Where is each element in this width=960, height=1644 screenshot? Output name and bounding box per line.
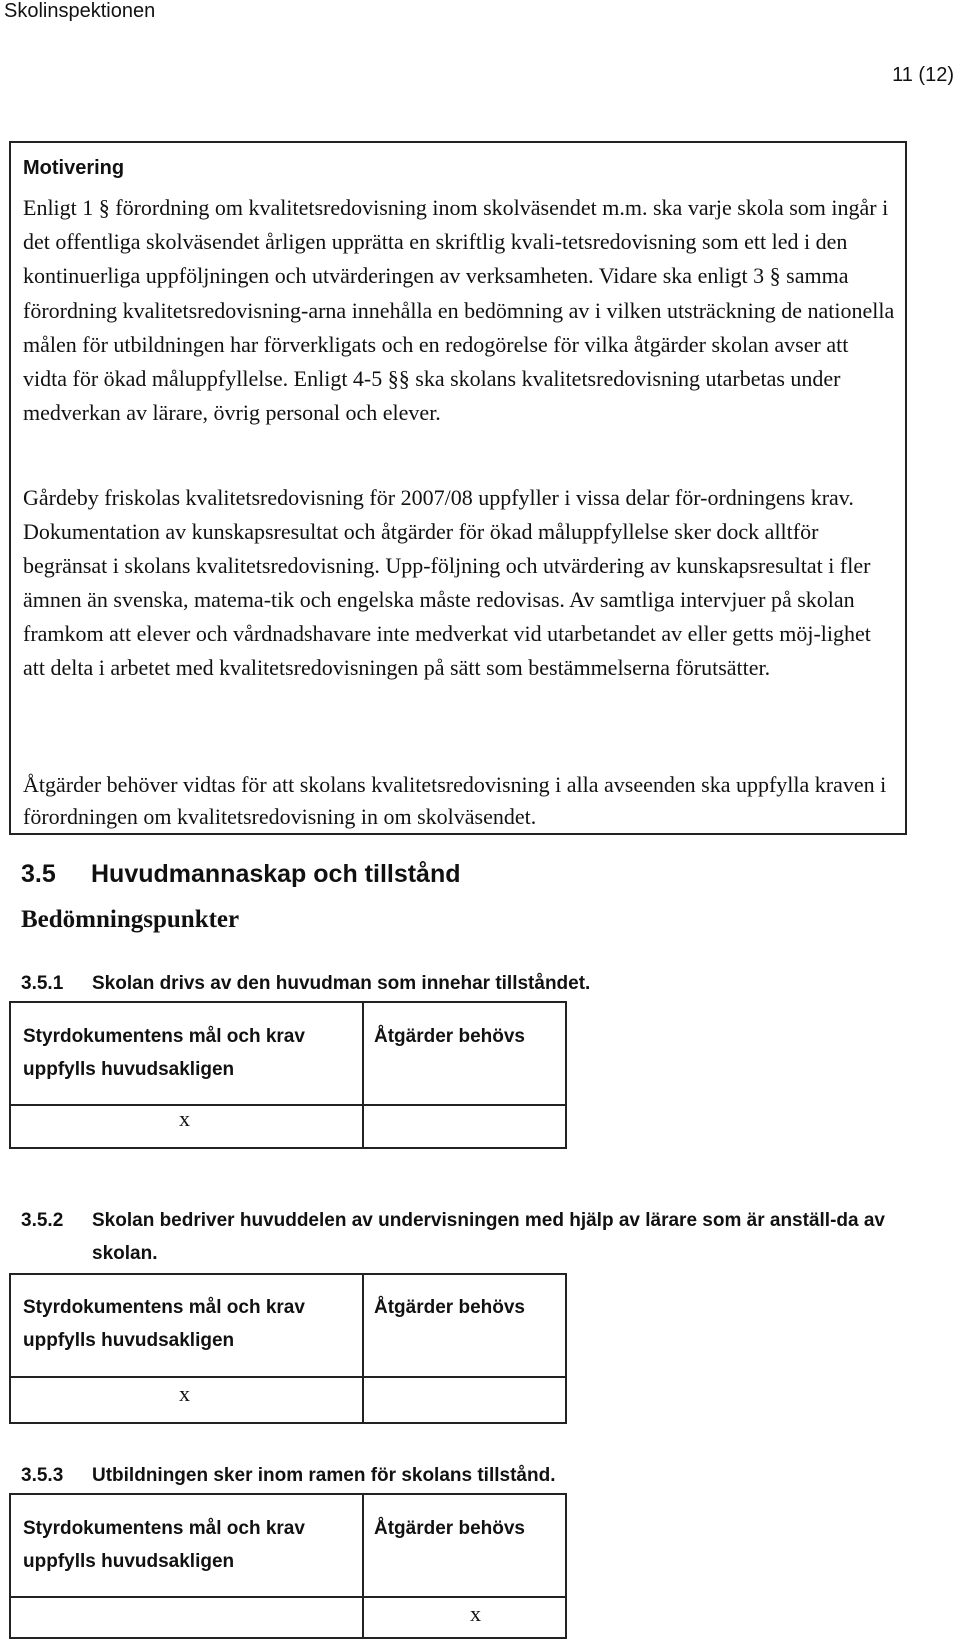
column-divider xyxy=(362,1003,364,1147)
assessment-table xyxy=(9,1273,567,1424)
item-text: Skolan bedriver huvuddelen av undervisningen med hjälp av lärare som är anställ-da av skolan. xyxy=(92,1210,885,1264)
motivation-paragraph-3: Åtgärder behöver vidtas för att skolans kvalitetsredovisning i alla avseenden ska uppfylla kraven i förordningen om kvalitetsredovisning in om skolväsendet. xyxy=(23,772,887,829)
page-number: 11 (12) xyxy=(892,64,954,86)
item-number: 3.5.2 xyxy=(21,1210,64,1231)
assessment-table xyxy=(9,1493,567,1639)
column-header-action-needed: Åtgärder behövs xyxy=(374,1297,525,1318)
column-divider xyxy=(362,1275,364,1422)
section-subtitle: Bedömningspunkter xyxy=(21,906,240,933)
row-divider xyxy=(11,1376,565,1378)
item-number: 3.5.1 xyxy=(21,973,64,994)
header-org: Skolinspektionen xyxy=(4,0,156,22)
column-header-fulfilled: Styrdokumentens mål och krav uppfylls huvudsakligen xyxy=(23,1518,305,1572)
assessment-mark: x xyxy=(179,1381,190,1406)
column-header-fulfilled: Styrdokumentens mål och krav uppfylls huvudsakligen xyxy=(23,1026,305,1080)
assessment-mark: x xyxy=(179,1106,190,1131)
section-title: Huvudmannaskap och tillstånd xyxy=(91,860,461,888)
motivation-paragraph-2: Gårdeby friskolas kvalitetsredovisning för 2007/08 uppfyller i vissa delar för-ordningens krav. Dokumentation av kunskapsresultat och åtgärder för ökad måluppfyllelse sker dock alltför begränsat i skolans kvalitetsredovisning. Upp-följning och utvärdering av kunskapsresultat i fler ämnen än svenska, matema-tik och engelska måste redovisas. Av samtliga intervjuer på skolan framkom att elever och vårdnadshavare inte medverkat vid utarbetandet av eller getts möj-lighet att delta i arbetet med kvalitetsredovisningen på sätt som bestämmelserna förutsätter. xyxy=(23,485,871,680)
motivation-box xyxy=(9,141,907,835)
item-text: Utbildningen sker inom ramen för skolans tillstånd. xyxy=(92,1465,556,1486)
section-heading xyxy=(21,860,461,889)
item-number: 3.5.3 xyxy=(21,1465,64,1486)
column-header-fulfilled: Styrdokumentens mål och krav uppfylls huvudsakligen xyxy=(23,1297,305,1351)
column-header-action-needed: Åtgärder behövs xyxy=(374,1518,525,1539)
row-divider xyxy=(11,1596,565,1598)
column-header-action-needed: Åtgärder behövs xyxy=(374,1026,525,1047)
section-number: 3.5 xyxy=(21,860,56,888)
motivation-title: Motivering xyxy=(23,157,125,179)
item-text: Skolan drivs av den huvudman som innehar tillståndet. xyxy=(92,973,591,994)
assessment-table xyxy=(9,1001,567,1149)
column-divider xyxy=(362,1495,364,1637)
assessment-mark: x xyxy=(470,1601,481,1626)
row-divider xyxy=(11,1104,565,1106)
motivation-paragraph-1: Enligt 1 § förordning om kvalitetsredovisning inom skolväsendet m.m. ska varje skola som ingår i det offentliga skolväsendet årligen upprätta en skriftlig kvali-tetsredovisning som ett led i den kontinuerliga uppföljningen och utvärderingen av verksamheten. Vidare ska enligt 3 § samma förordning kvalitetsredovisning-arna innehålla en bedömning av i vilken utsträckning de nationella målen för utbildningen har förverkligats och en redogörelse för vilka åtgärder skolan avser att vidta för ökad måluppfyllelse. Enligt 4-5 §§ ska skolans kvalitetsredovisning utarbetas under medverkan av lärare, övrig personal och elever. xyxy=(23,195,895,426)
